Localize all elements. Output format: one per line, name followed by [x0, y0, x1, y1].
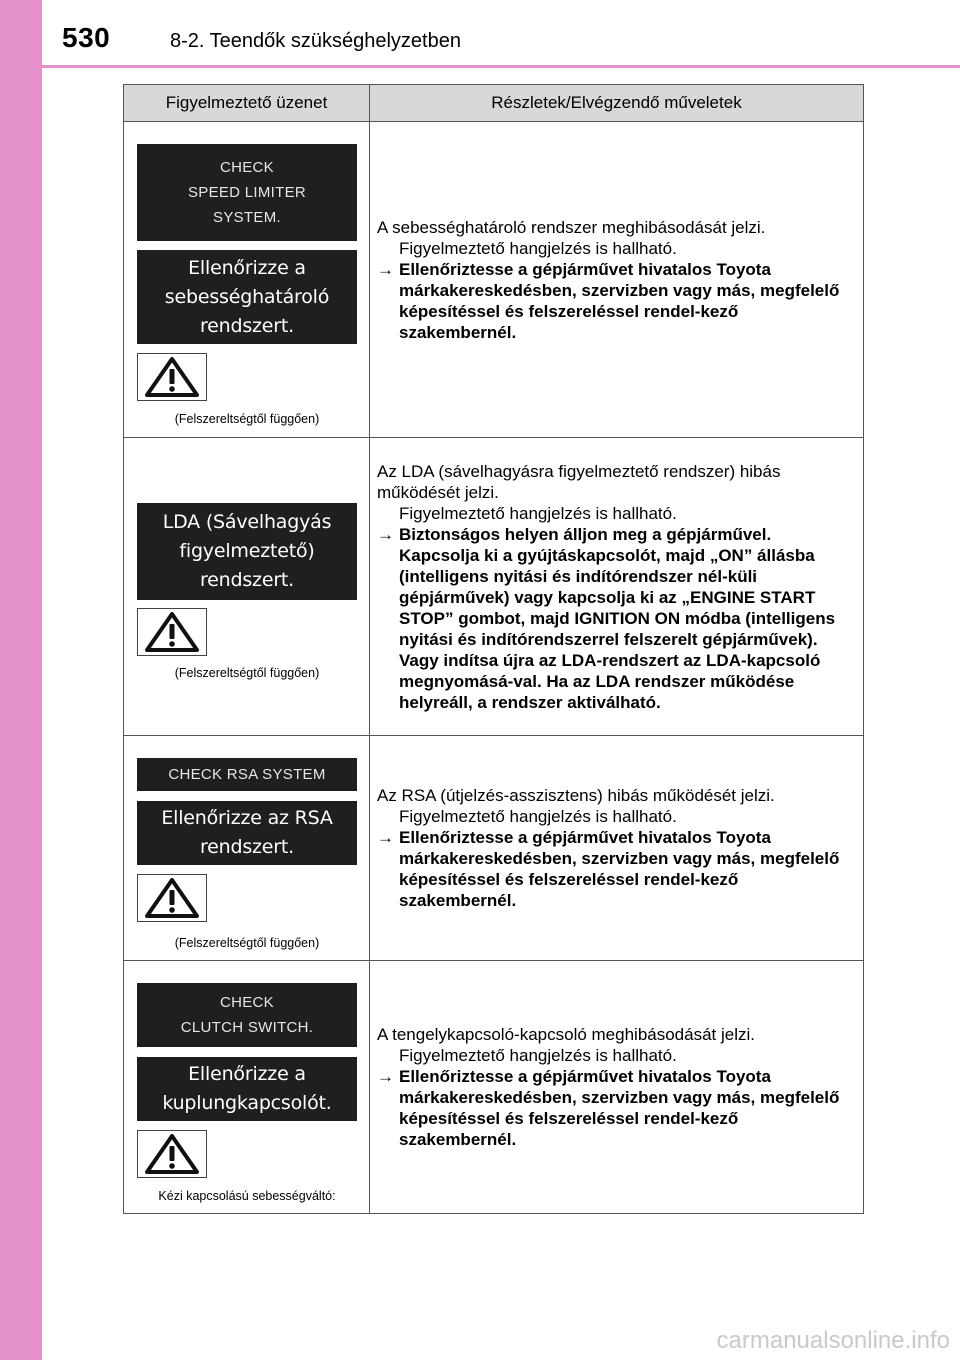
table-row: [124, 736, 864, 961]
display-message-english: CHECK SPEED LIMITER SYSTEM.: [137, 144, 357, 241]
description-text: Az RSA (útjelzés-asszisztens) hibás működését jelzi.: [377, 786, 775, 805]
message-cell: [124, 736, 370, 961]
buzzer-note: Figyelmeztető hangjelzés is hallható.: [399, 238, 677, 258]
buzzer-note: Figyelmeztető hangjelzés is hallható.: [399, 503, 677, 523]
table-row: [124, 961, 864, 1214]
column-header-message: Figyelmeztető üzenet: [124, 85, 370, 122]
display-message-english: CHECK RSA SYSTEM: [137, 758, 357, 791]
details-cell: [370, 122, 864, 438]
warning-triangle-icon: [137, 608, 207, 656]
buzzer-note: Figyelmeztető hangjelzés is hallható.: [399, 807, 677, 826]
availability-caption: (Felszereltségtől függően): [174, 936, 320, 950]
page-number: 530: [62, 22, 111, 53]
message-cell: [124, 961, 370, 1214]
watermark-text: carmanualsonline.info: [716, 1327, 950, 1354]
required-action: → Biztonságos helyen álljon meg a gépjárművel. Kapcsolja ki a gyújtáskapcsolót, majd „ON” állásba (intelligens nyitási és indítórendszer nél-küli gépjárművek) vagy kapcsolja ki az „ENGINE START STOP” gombot, majd IGNITION ON módba (intelligens nyitási és indítórendszerrel felszerelt gépjárművek). Vagy indítsa újra az LDA-rendszert az LDA-kapcsoló megnyomásá-val. Ha az LDA rendszer működése helyreáll, a rendszer aktiválható.: [377, 524, 836, 712]
required-action: → Ellenőriztesse a gépjárművet hivatalos Toyota márkakereskedésben, szervizben vagy más, megfelelő képesítéssel és felszereléssel rendel-kező szakembernél.: [377, 1067, 840, 1149]
details-cell: [370, 736, 864, 961]
table-row: [124, 438, 864, 736]
display-message-hungarian: Ellenőrizze a sebességhatároló rendszert.: [137, 250, 357, 344]
availability-caption: (Felszereltségtől függően): [174, 666, 320, 680]
table-row: [124, 122, 864, 438]
header-rule: [0, 65, 960, 68]
description-text: A tengelykapcsoló-kapcsoló meghibásodását jelzi.: [377, 1025, 756, 1044]
warning-triangle-icon: [137, 1130, 207, 1178]
warning-message-table: [123, 84, 864, 1214]
section-title: 8-2. Teendők szükséghelyzetben: [170, 30, 461, 52]
column-header-details: Részletek/Elvégzendő műveletek: [370, 85, 864, 122]
display-message-hungarian: Ellenőrizze az RSA rendszert.: [137, 801, 357, 865]
arrow-right-icon: →: [377, 259, 394, 279]
buzzer-note: Figyelmeztető hangjelzés is hallható.: [399, 1046, 677, 1065]
required-action: → Ellenőriztesse a gépjárművet hivatalos Toyota márkakereskedésben, szervizben vagy más, megfelelő képesítéssel és felszereléssel rendel-kező szakembernél.: [377, 259, 840, 342]
message-cell: [124, 122, 370, 438]
description-text: Az LDA (sávelhagyásra figyelmeztető rendszer) hibás működését jelzi.: [377, 461, 781, 502]
message-cell: [124, 438, 370, 736]
description-text: A sebességhatároló rendszer meghibásodását jelzi.: [377, 217, 766, 237]
required-action: → Ellenőriztesse a gépjárművet hivatalos Toyota márkakereskedésben, szervizben vagy más, megfelelő képesítéssel és felszereléssel rendel-kező szakembernél.: [377, 828, 840, 910]
warning-triangle-icon: [137, 353, 207, 401]
arrow-right-icon: →: [377, 828, 394, 847]
details-cell: [370, 438, 864, 736]
side-accent-strip: [0, 0, 42, 1360]
details-cell: [370, 961, 864, 1214]
display-message-english: CHECK CLUTCH SWITCH.: [137, 983, 357, 1047]
warning-triangle-icon: [137, 874, 207, 922]
arrow-right-icon: →: [377, 1067, 394, 1086]
display-message-hungarian: Ellenőrizze a kuplungkapcsolót.: [137, 1057, 357, 1121]
display-message-hungarian: LDA (Sávelhagyás figyelmeztető) rendszert.: [137, 503, 357, 600]
arrow-right-icon: →: [377, 524, 394, 544]
table-header-row: [124, 85, 864, 122]
availability-caption: (Felszereltségtől függően): [174, 412, 320, 426]
availability-caption: Kézi kapcsolású sebességváltó:: [158, 1189, 336, 1203]
